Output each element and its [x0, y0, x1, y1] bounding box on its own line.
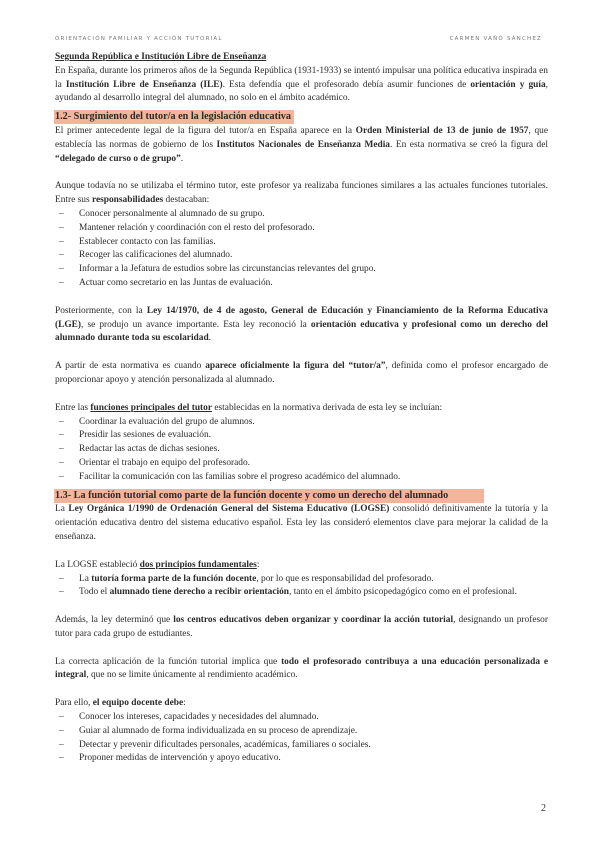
list-item: – Proponer medidas de intervención y apoyo educativo.: [55, 752, 548, 766]
bold-text: Institutos Nacionales de Enseñanza Media: [216, 139, 390, 150]
bold-text: los centros educativos deben organizar y coordinar la acción tutorial: [173, 615, 454, 626]
text: .: [180, 153, 184, 164]
text: , definida como el profesor encargado de proporcionar apoyo y atención personalizada al alumnado.: [55, 361, 549, 385]
heading-wrap-1-3: [54, 489, 548, 504]
bold-text: Ley 14/1970, de 4 de agosto, General de Educación y Financiamiento de la Reforma Educativa (LGE): [55, 305, 548, 330]
paragraph-principios: [55, 559, 548, 573]
text: La LOGSE estableció: [55, 559, 140, 570]
list-item: – Presidir las sesiones de evaluación.: [55, 429, 548, 443]
list-item: – Recoger las calificaciones del alumnado.: [55, 249, 548, 263]
list-item: – Redactar las actas de dichas sesiones.: [55, 443, 548, 457]
text: , que establecía las normas de gobierno de los: [55, 125, 548, 150]
bold-text: “delegado de curso o de grupo”: [55, 153, 181, 164]
section-heading-1-2: 1.2- Surgimiento del tutor/a en la legislación educativa: [54, 110, 294, 124]
text: Para ello,: [55, 698, 93, 709]
text: destacaban:: [163, 195, 210, 206]
list-item: – Coordinar la evaluación del grupo de alumnos.: [55, 416, 548, 430]
text: , que no se limite únicamente al rendimiento académico.: [86, 670, 298, 681]
list-item: [55, 573, 548, 587]
heading-wrap-1-2: [54, 110, 548, 125]
list-equipo-docente: [55, 711, 548, 766]
section-subtitle: [55, 51, 548, 65]
text: , por lo que es responsabilidad del profesorado.: [256, 573, 434, 584]
header-author: CARMEN VAÑÓ SÁNCHEZ: [449, 36, 542, 42]
text: , se produjo un avance importante. Esta ley reconoció la: [81, 319, 311, 330]
paragraph-logse: [55, 503, 548, 544]
list-funciones-tutor: [55, 416, 548, 485]
paragraph-centros: [55, 614, 548, 642]
text: La correcta aplicación de la función tutorial implica que: [55, 656, 282, 667]
list-item: – Facilitar la comunicación con las familias sobre el progreso académico del alumnado.: [55, 471, 548, 485]
list-item: – Orientar el trabajo en equipo del profesorado.: [55, 457, 548, 471]
paragraph-ile: [55, 65, 548, 106]
text: La: [55, 504, 69, 515]
bold-text: responsabilidades: [91, 195, 164, 206]
list-item: – Detectar y prevenir dificultades personales, académicas, familiares o sociales.: [55, 739, 548, 753]
text: Además, la ley determinó que: [55, 615, 174, 626]
text: Entre las: [55, 402, 91, 413]
list-item: – Actuar como secretario en las Juntas de evaluación.: [55, 277, 548, 291]
list-item: – Conocer los intereses, capacidades y necesidades del alumnado.: [55, 711, 548, 725]
bold-text: orientación y guía: [470, 79, 546, 90]
text: , ayudando al desarrollo integral del alumnado, no solo en el ámbito académico.: [55, 79, 548, 104]
text: Posteriormente, con la: [55, 305, 147, 316]
paragraph-figura-tutor: [55, 360, 548, 388]
text: , designando un profesor tutor para cada grupo de estudiantes.: [55, 615, 548, 639]
list-item: – Mantener relación y coordinación con el resto del profesorado.: [55, 222, 548, 236]
bold-underlined-text: funciones principales del tutor: [90, 402, 213, 413]
bold-text: alumnado tiene derecho a recibir orientación: [109, 587, 290, 598]
bold-text: aparece oficialmente la figura del “tutor/a”: [205, 361, 386, 372]
bold-text: tutoría forma parte de la función docente: [91, 573, 257, 584]
list-item: [55, 586, 548, 600]
bold-text: orientación educativa y profesional como un derecho del alumnado durante toda su escolaridad: [55, 319, 548, 344]
bold-text: todo el profesorado contribuya a una educación personalizada e integral: [55, 656, 549, 681]
paragraph-aplicacion: [55, 656, 548, 684]
paragraph-orden-1957: [55, 125, 548, 166]
bold-text: Ley Orgánica 1/1990 de Ordenación General del Sistema Educativo (LOGSE): [68, 504, 390, 515]
text: , tanto en el ámbito psicopedagógico como en el profesional.: [289, 587, 517, 598]
text: . En esta normativa se creó la figura del: [390, 139, 549, 150]
page-content: [55, 51, 548, 766]
header-course-title: ORIENTACIÓN FAMILIAR Y ACCIÓN TUTORIAL: [55, 36, 223, 42]
subtitle-text: Segunda República e Institución Libre de Enseñanza: [55, 52, 267, 62]
paragraph-lge: [55, 305, 548, 346]
text: :: [183, 698, 186, 709]
text: En España, durante los primeros años de la Segunda República (1931-1933) se intentó impulsar una política educativa inspirada en la: [55, 65, 548, 90]
paragraph-responsabilidades: [55, 180, 548, 208]
text: . Esta defendía que el profesorado debía asumir funciones de: [222, 79, 471, 90]
bold-text: Institución Libre de Enseñanza (ILE): [65, 79, 223, 90]
section-heading-1-3: 1.3- La función tutorial como parte de la función docente y como un derecho del alumnado: [54, 489, 484, 503]
text: Aunque todavía no se utilizaba el término tutor, este profesor ya realizaba funciones similares a las actuales funciones tutoriales. Entre sus: [55, 181, 548, 206]
list-principios: [55, 573, 548, 601]
text: .: [208, 333, 212, 344]
text: establecidas en la normativa derivada de esta ley se incluían:: [212, 402, 443, 413]
text: El primer antecedente legal de la figura del tutor/a en España aparece en la: [55, 125, 356, 136]
list-item: – Informar a la Jefatura de estudios sobre las circunstancias relevantes del grupo.: [55, 263, 548, 277]
bold-underlined-text: dos principios fundamentales: [139, 559, 257, 570]
page-number: 2: [541, 803, 546, 814]
text: :: [256, 559, 260, 570]
text: A partir de esta normativa es cuando: [55, 361, 206, 372]
list-item: – Guiar al alumnado de forma individualizada en su proceso de aprendizaje.: [55, 725, 548, 739]
list-item: – Establecer contacto con las familias.: [55, 236, 548, 250]
list-responsabilidades: [55, 208, 548, 291]
paragraph-equipo-docente: [55, 697, 548, 711]
bold-text: el equipo docente debe: [92, 698, 184, 709]
text: La: [79, 573, 92, 584]
list-item: – Conocer personalmente al alumnado de su grupo.: [55, 208, 548, 222]
text: Todo el: [79, 587, 110, 598]
bold-text: Orden Ministerial de 13 de junio de 1957: [355, 125, 529, 136]
text: consolidó definitivamente la tutoría y la orientación educativa dentro del sistema educativo español. Esta ley las consideró elementos clave para mejorar la calidad de la enseñanza.: [55, 504, 548, 542]
paragraph-funciones: [55, 402, 548, 416]
